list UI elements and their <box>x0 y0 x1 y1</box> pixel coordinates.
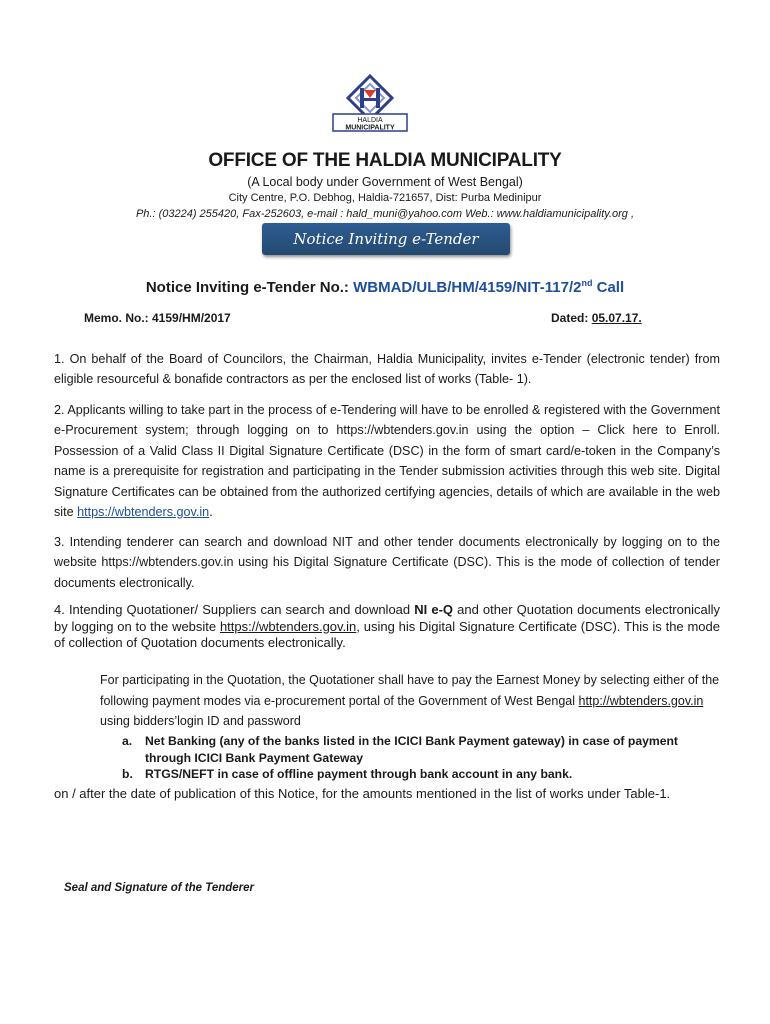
payment-intro: For participating in the Quotation, the Quotationer shall have to pay the Earnest Money by selecting either of the following payment modes via e-procurement portal of the Government of West Bengal http://wbtenders.gov.in using bidders’login ID and password <box>100 673 720 728</box>
office-subtitle: (A Local body under Government of West Bengal) <box>247 175 523 189</box>
payment-option-b-mark: b. <box>122 767 133 781</box>
notice-banner: Notice Inviting e-Tender <box>262 223 510 255</box>
seal-signature-label: Seal and Signature of the Tenderer <box>64 882 255 894</box>
payment-option-a-mark: a. <box>122 734 133 748</box>
wbtenders-link-2[interactable]: https://wbtenders.gov.in <box>219 618 357 634</box>
payment-option-b: RTGS/NEFT in case of offline payment through bank account in any bank. <box>145 767 573 781</box>
nit-prefix: Notice Inviting e-Tender No.: <box>145 279 349 296</box>
paragraph-3: 3. Intending tenderer can search and download NIT and other tender documents electronically by logging on to the website https://wbtenders.gov.in using his Digital Signature Certificate (DSC). This is the mode of collection of tender documents electronically. <box>54 535 720 590</box>
after-publication-text: on / after the date of publication of this Notice, for the amounts mentioned in the list of works under Table-1. <box>54 786 671 801</box>
office-address: City Centre, P.O. Debhog, Haldia-721657, Dist: Purba Medinipur <box>228 192 542 204</box>
paragraph-4: 4. Intending Quotationer/ Suppliers can search and download NI e-Q and other Quotation documents electronically by logging on to the website https://wbtenders.gov.in, using his Digital Signature Certificate (DSC). This is the mode of collection of Quotation documents electronically. <box>54 602 720 650</box>
dated-label: Dated: <box>551 311 589 325</box>
paragraph-2: 2. Applicants willing to take part in the process of e-Tendering will have to be enrolled & registered with the Government e-Procurement system; through logging on to https://wbtenders.gov.in using the option – Click here to Enroll. Possession of a Valid Class II Digital Signature Certificate (DSC) in the form of smart card/e-token in the Company’s name is a prerequisite for registration and participating in the Tender submission activities through this web site. Digital Signature Certificates can be obtained from the authorized certifying agencies, details of which are available in the web site https://wbtenders.gov.in. <box>54 403 720 520</box>
logo-line2: MUNICIPALITY <box>345 124 395 132</box>
paragraph-1: 1. On behalf of the Board of Councilors, the Chairman, Haldia Municipality, invites e-Tender (electronic tender) from eligible resourceful & bonafide contractors as per the enclosed list of works (Table- 1). <box>54 352 720 387</box>
nieq-text: NI e-Q <box>414 602 454 617</box>
wbtenders-http-link[interactable]: http://wbtenders.gov.in <box>578 693 704 708</box>
wbtenders-link[interactable]: https://wbtenders.gov.in <box>77 505 210 520</box>
logo-line1: HALDIA <box>357 117 383 124</box>
nit-number-line <box>0 278 770 296</box>
dated-value: 05.07.17. <box>591 311 642 325</box>
office-contact: Ph.: (03224) 255420, Fax-252603, e-mail : hald_muni@yahoo.com Web.: www.haldiamunicipality.org , <box>135 208 635 220</box>
office-title: OFFICE OF THE HALDIA MUNICIPALITY <box>208 150 562 171</box>
nit-number: WBMAD/ULB/HM/4159/NIT-117/2nd Call <box>353 278 625 296</box>
memo-number: Memo. No.: 4159/HM/2017 <box>84 311 231 325</box>
payment-option-a: Net Banking (any of the banks listed in the ICICI Bank Payment gateway) in case of payment through ICICI Bank Payment Gateway <box>145 734 678 765</box>
dated <box>551 311 642 325</box>
municipality-logo <box>330 74 410 134</box>
